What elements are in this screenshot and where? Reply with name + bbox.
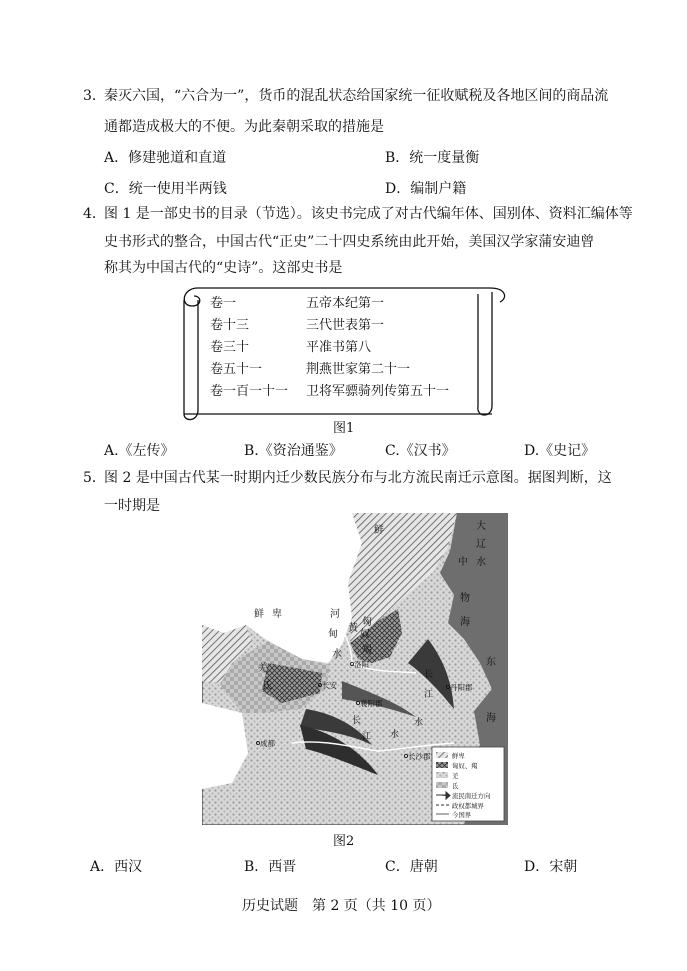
map-label: 水 xyxy=(390,730,400,740)
scroll-title: 三代世表第一 xyxy=(306,318,385,333)
map-label: 水 xyxy=(414,718,424,728)
legend-label: 羌 xyxy=(452,772,459,780)
map-label: 羯 xyxy=(362,645,372,656)
legend-swatch-xianbei xyxy=(436,752,448,758)
map-label: 江 xyxy=(424,690,434,700)
map-label: 东 xyxy=(486,657,496,668)
q4-option-d[interactable]: D.《史记》 xyxy=(524,443,596,459)
scroll-row xyxy=(210,293,496,315)
map-label: 大 xyxy=(476,521,486,532)
q5-number: 5． xyxy=(83,470,106,486)
map-label: 河 xyxy=(330,609,340,620)
q4-stem-line1: 图 1 是一部史书的目录（节选）。该史书完成了对古代编年体、国别体、资料汇编体等 xyxy=(104,206,633,222)
q4-option-c[interactable]: C.《汉书》 xyxy=(385,443,456,459)
legend-label: 流民南迁方向 xyxy=(452,792,491,800)
scroll-title: 卫将军骠骑列传第五十一 xyxy=(306,384,450,399)
q4-number: 4． xyxy=(83,206,106,222)
city-label-changsha: 长沙郡 xyxy=(408,752,431,761)
legend-swatch-xiongnu xyxy=(436,762,448,768)
scroll-volume: 卷三十 xyxy=(210,340,250,355)
scroll-volume: 卷一百一十一 xyxy=(210,384,289,399)
q4-option-a[interactable]: A.《左传》 xyxy=(104,443,175,459)
map-label: 海 xyxy=(460,617,470,628)
map-label: 海 xyxy=(486,713,496,724)
scroll-title: 五帝本纪第一 xyxy=(306,296,385,311)
map-label: 辽 xyxy=(476,539,486,550)
map-label: 长 xyxy=(424,670,434,680)
city-label-xiangyang: 襄阳郡 xyxy=(360,699,383,708)
q5-stem-line2: 一时期是 xyxy=(104,498,160,514)
map-label: 羌 xyxy=(258,663,268,674)
q3-option-a[interactable]: A．修建驰道和直道 xyxy=(104,150,227,166)
legend-swatch-qiang xyxy=(436,772,448,778)
map-label: 中 xyxy=(458,557,468,568)
figure-2-caption: 图2 xyxy=(333,834,355,849)
q3-option-b[interactable]: B．统一度量衡 xyxy=(385,150,480,166)
q5-stem-line1: 图 2 是中国古代某一时期内迁少数民族分布与北方流民南迁示意图。据图判断，这 xyxy=(104,470,612,486)
q3-option-c[interactable]: C．统一使用半两钱 xyxy=(104,181,227,197)
scroll-volume: 卷一 xyxy=(210,296,237,311)
map-label: 卑 xyxy=(272,609,282,620)
page-footer: 历史试题 第 2 页（共 10 页） xyxy=(242,898,441,914)
legend-label: 氐 xyxy=(452,782,459,790)
map-label: 黄 xyxy=(348,623,358,634)
map-label: 鲜 xyxy=(374,525,384,536)
q3-number: 3． xyxy=(83,88,106,104)
q3-stem-line1: 秦灭六国，“六合为一”，货币的混乱状态给国家统一征收赋税及各地区间的商品流 xyxy=(104,88,609,104)
map-label: 水 xyxy=(332,649,342,660)
legend-label: 鲜卑 xyxy=(452,752,465,760)
q5-option-c[interactable]: C．唐朝 xyxy=(385,859,438,875)
city-label-danyang: 丹阳郡 xyxy=(450,683,473,692)
scroll-title: 平准书第八 xyxy=(306,340,372,355)
scroll-row xyxy=(210,337,496,359)
map-label: 甸 xyxy=(328,629,338,640)
map-label: 氐 xyxy=(262,681,272,692)
map-label: 水 xyxy=(476,557,486,568)
scroll-row xyxy=(210,315,496,337)
legend-label: 匈奴、羯 xyxy=(452,762,478,770)
legend-swatch-di xyxy=(436,782,448,788)
migration-map xyxy=(202,513,508,825)
city-label-chengdu: 成都 xyxy=(260,739,275,748)
map-label: 鲜 xyxy=(254,609,264,620)
map-label: 长 xyxy=(352,716,362,726)
q5-option-b[interactable]: B．西晋 xyxy=(244,859,297,875)
map-label: 物 xyxy=(460,593,470,604)
q3-stem-line2: 通都造成极大的不便。为此秦朝采取的措施是 xyxy=(104,119,384,135)
scroll-row xyxy=(210,381,496,403)
map-label: 奴 xyxy=(360,629,370,640)
scroll-volume: 卷五十一 xyxy=(210,362,263,377)
map-label: 匈 xyxy=(362,617,372,628)
q4-stem-line3: 称其为中国古代的“史诗”。这部史书是 xyxy=(104,260,343,276)
legend-label: 政权都城界 xyxy=(452,802,484,810)
q5-option-d[interactable]: D．宋朝 xyxy=(524,859,578,875)
legend-label: 今国界 xyxy=(452,811,472,819)
scroll-row xyxy=(210,359,496,381)
map-label: 江 xyxy=(362,732,372,742)
q5-option-a[interactable]: A．西汉 xyxy=(90,859,143,875)
q4-stem-line2: 史书形式的整合，中国古代“正史”二十四史系统由此开始，美国汉学家蒲安迪曾 xyxy=(104,234,595,250)
city-label-changan: 长安 xyxy=(322,681,337,690)
scroll-title: 荆燕世家第二十一 xyxy=(306,362,411,377)
scroll-volume: 卷十三 xyxy=(210,318,250,333)
q4-option-b[interactable]: B.《资治通鉴》 xyxy=(244,443,343,459)
q3-option-d[interactable]: D．编制户籍 xyxy=(385,181,467,197)
city-label-luoyang: 洛阳 xyxy=(354,660,369,669)
figure-1-caption: 图1 xyxy=(333,421,355,436)
scroll-table-of-contents xyxy=(210,293,496,403)
